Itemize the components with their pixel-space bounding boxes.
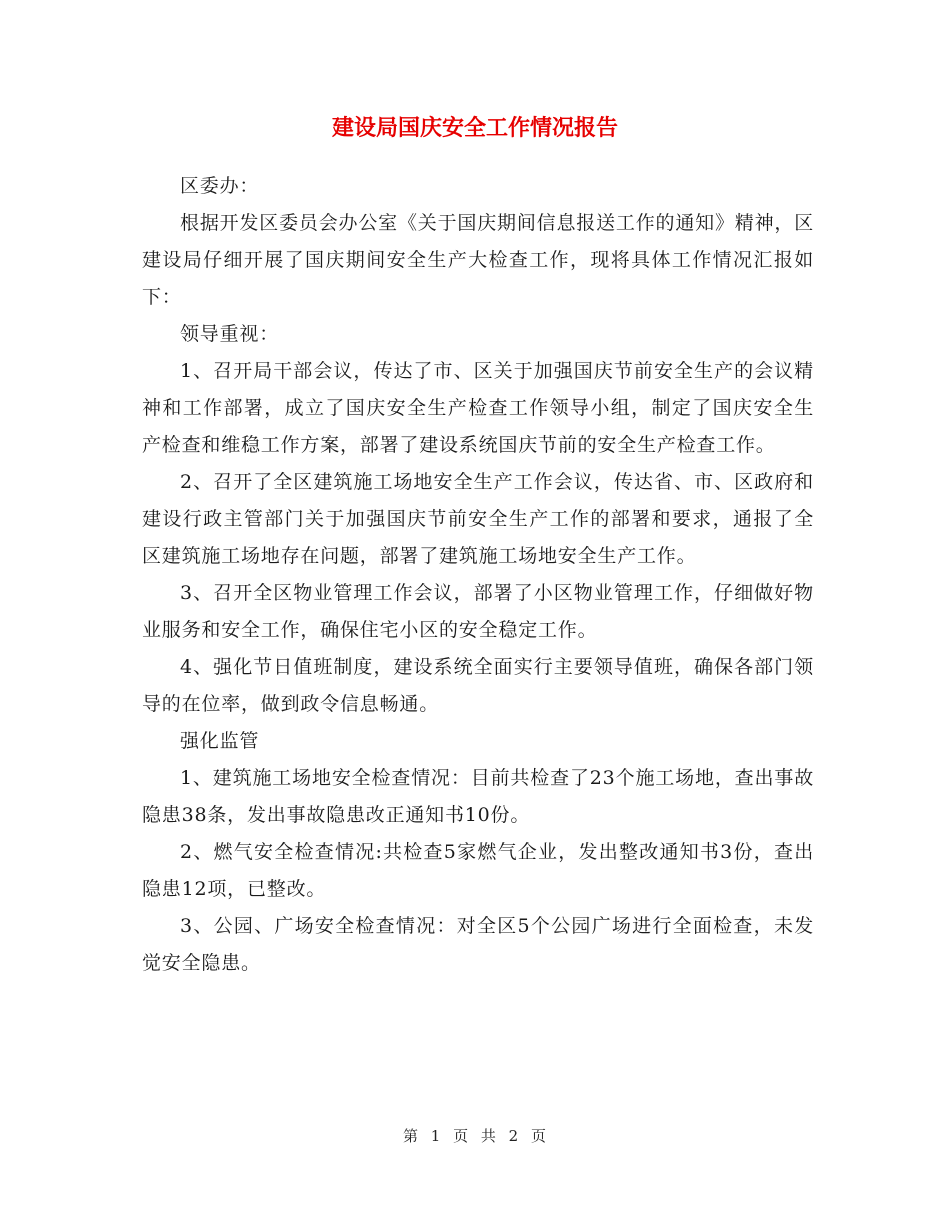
leadership-item-2: 2、召开了全区建筑施工场地安全生产工作会议，传达省、市、区政府和建设行政主管部门关于加强国庆节前安全生产工作的部署和要求，通报了全区建筑施工场地存在问题，部署了建筑施工场地安全生产工作。 — [142, 471, 814, 567]
section-heading-leadership: 领导重视： — [180, 323, 280, 345]
document-title: 建设局国庆安全工作情况报告 — [331, 115, 618, 141]
supervision-item-3: 3、公园、广场安全检查情况：对全区5个公园广场进行全面检查，未发觉安全隐患。 — [142, 915, 814, 974]
supervision-item-1: 1、建筑施工场地安全检查情况：目前共检查了23个施工场地，查出事故隐患38条，发出事故隐患改正通知书10份。 — [142, 767, 814, 826]
salutation: 区委办： — [180, 175, 260, 197]
section-heading-supervision: 强化监管 — [180, 730, 260, 752]
leadership-item-3: 3、召开全区物业管理工作会议，部署了小区物业管理工作，仔细做好物业服务和安全工作，确保住宅小区的安全稳定工作。 — [142, 582, 814, 641]
supervision-item-2: 2、燃气安全检查情况:共检查5家燃气企业，发出整改通知书3份，查出隐患12项，已整改。 — [142, 841, 814, 900]
intro-paragraph: 根据开发区委员会办公室《关于国庆期间信息报送工作的通知》精神，区建设局仔细开展了国庆期间安全生产大检查工作，现将具体工作情况汇报如下： — [142, 212, 814, 308]
leadership-item-1: 1、召开局干部会议，传达了市、区关于加强国庆节前安全生产的会议精神和工作部署，成立了国庆安全生产检查工作领导小组，制定了国庆安全生产检查和维稳工作方案，部署了建设系统国庆节前的安全生产检查工作。 — [142, 360, 814, 456]
leadership-item-4: 4、强化节日值班制度，建设系统全面实行主要领导值班，确保各部门领导的在位率，做到政令信息畅通。 — [142, 656, 814, 715]
page-footer: 第 1 页 共 2 页 — [403, 1127, 547, 1145]
document-body — [142, 168, 814, 982]
